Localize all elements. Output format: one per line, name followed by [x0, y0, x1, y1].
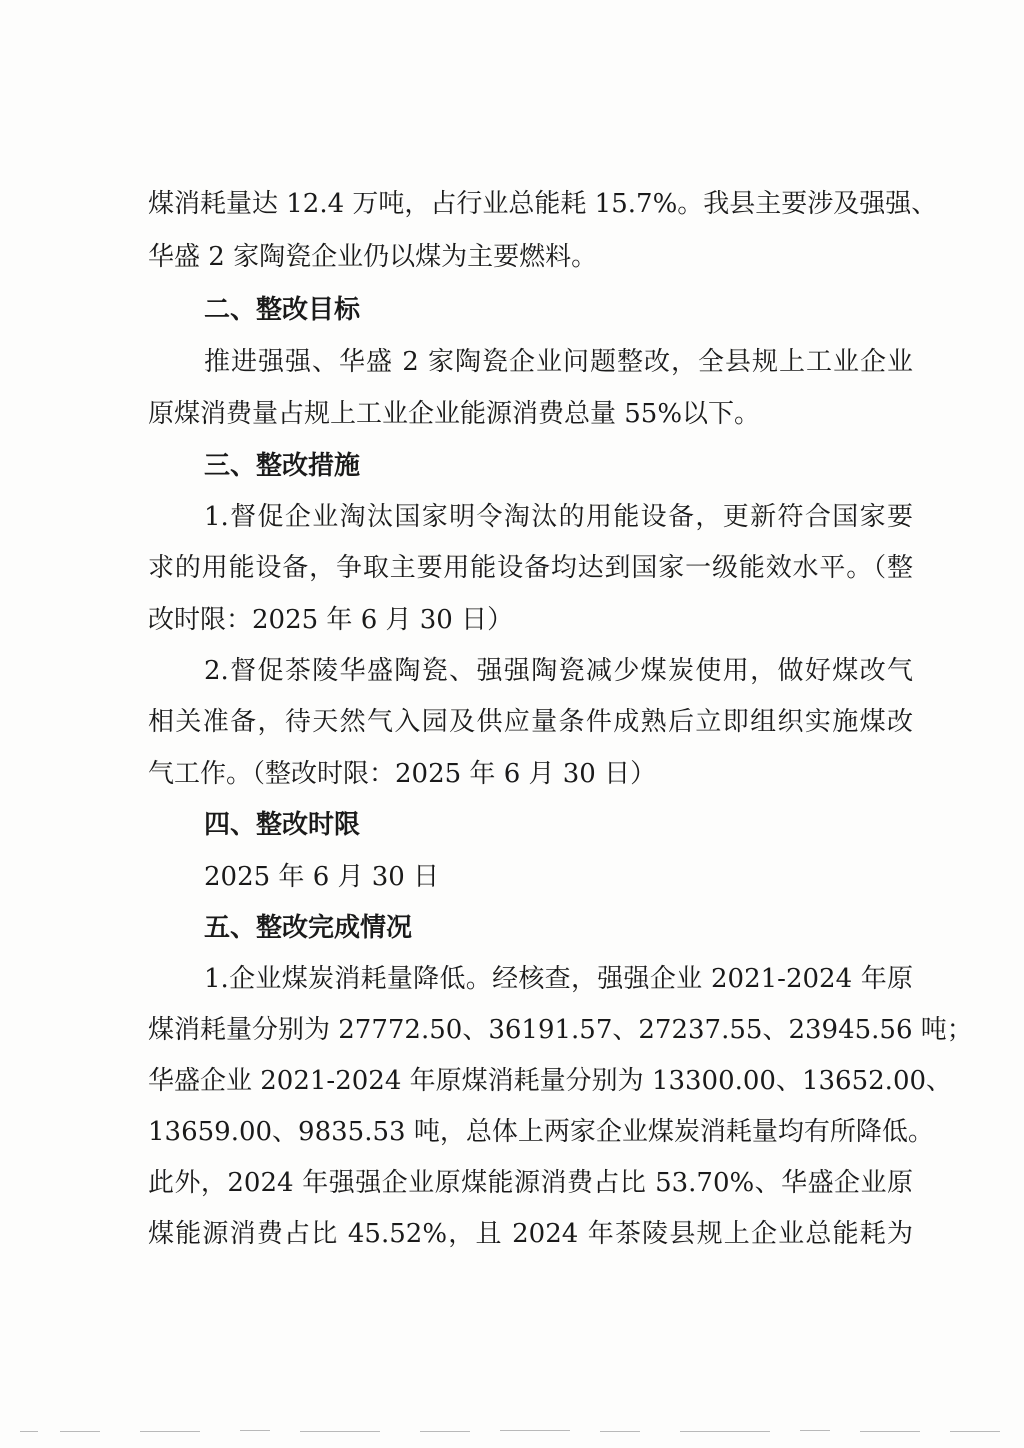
- body-text-line: 改时限：2025 年 6 月 30 日）: [148, 605, 514, 635]
- section-heading-completion: 五、整改完成情况: [204, 913, 413, 943]
- section-heading-goal: 二、整改目标: [204, 295, 361, 325]
- body-text-line: 求的用能设备，争取主要用能设备均达到国家一级能效水平。（整: [148, 553, 913, 583]
- body-text-line: 煤消耗量达 12.4 万吨，占行业总能耗 15.7%。我县主要涉及强强、: [148, 189, 938, 219]
- body-text-line: 气工作。（整改时限：2025 年 6 月 30 日）: [148, 759, 657, 789]
- section-heading-deadline: 四、整改时限: [204, 810, 361, 840]
- body-text-line: 2.督促茶陵华盛陶瓷、强强陶瓷减少煤炭使用，做好煤改气: [204, 656, 913, 686]
- body-text-line: 煤能源消费占比 45.52%，且 2024 年茶陵县规上企业总能耗为: [148, 1219, 913, 1249]
- body-text-line: 华盛 2 家陶瓷企业仍以煤为主要燃料。: [148, 242, 598, 272]
- body-text-line: 推进强强、华盛 2 家陶瓷企业问题整改，全县规上工业企业: [204, 347, 913, 377]
- body-text-line: 1.督促企业淘汰国家明令淘汰的用能设备，更新符合国家要: [204, 502, 913, 532]
- scan-noise-strip: [0, 1425, 1024, 1437]
- body-text-line: 煤消耗量分别为 27772.50、36191.57、27237.55、23945.56 吨；: [148, 1015, 973, 1045]
- section-heading-measures: 三、整改措施: [204, 451, 361, 481]
- body-text-line: 原煤消费量占规上工业企业能源消费总量 55%以下。: [148, 399, 761, 429]
- body-text-line: 此外，2024 年强强企业原煤能源消费占比 53.70%、华盛企业原: [148, 1168, 913, 1198]
- deadline-date: 2025 年 6 月 30 日: [204, 862, 440, 892]
- body-text-line: 华盛企业 2021-2024 年原煤消耗量分别为 13300.00、13652.00、: [148, 1066, 953, 1096]
- body-text-line: 13659.00、9835.53 吨，总体上两家企业煤炭消耗量均有所降低。: [148, 1117, 934, 1147]
- body-text-line: 1.企业煤炭消耗量降低。经核查，强强企业 2021-2024 年原: [204, 964, 913, 994]
- body-text-line: 相关准备，待天然气入园及供应量条件成熟后立即组织实施煤改: [148, 707, 913, 737]
